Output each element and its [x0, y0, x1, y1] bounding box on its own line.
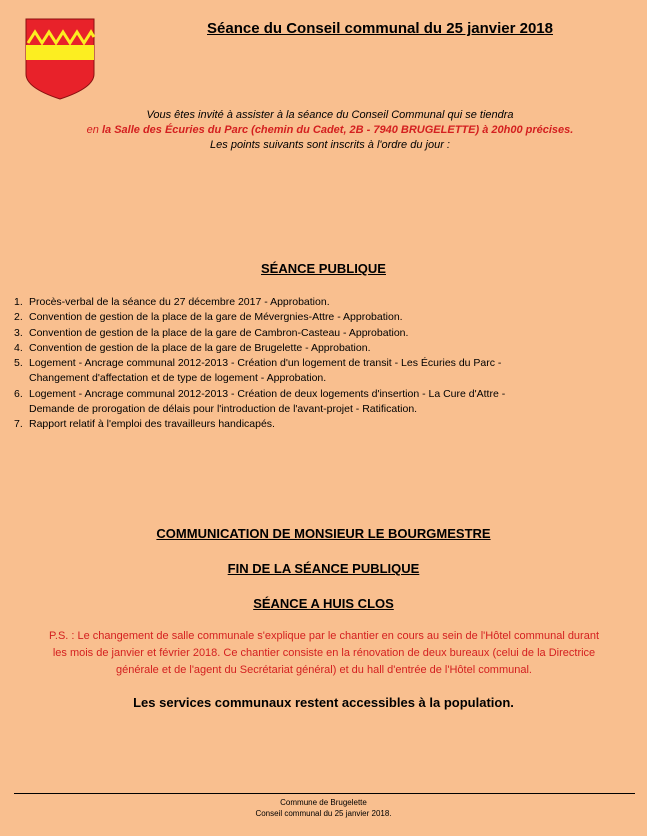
agenda-item-text: Convention de gestion de la place de la gare de Brugelette - Approbation.	[29, 341, 371, 354]
invitation-line: Les points suivants sont inscrits à l'ordre du jour :	[210, 139, 450, 151]
agenda-item	[14, 295, 634, 310]
agenda-list	[14, 295, 634, 433]
ps-note-line: les mois de janvier et février 2018. Ce chantier consiste en la rénovation de deux bureaux (celui de la Directrice	[52, 647, 596, 659]
agenda-item	[14, 417, 634, 432]
communication-heading: COMMUNICATION DE MONSIEUR LE BOURGMESTRE	[156, 526, 491, 541]
agenda-item-text: Convention de gestion de la place de la gare de Cambron-Casteau - Approbation.	[29, 326, 409, 339]
ps-note-line: P.S. : Le changement de salle communale s'explique par le chantier en cours au sein de l'Hôtel communal durant	[48, 630, 600, 642]
invitation-text	[40, 108, 620, 153]
agenda-item-number: 2.	[14, 311, 23, 324]
agenda-item-text: Logement - Ancrage communal 2012-2013 - Création de deux logements d'insertion - La Cure d'Attre -	[29, 387, 506, 400]
footer-line: Conseil communal du 25 janvier 2018.	[255, 809, 392, 818]
agenda-item	[14, 387, 634, 418]
agenda-item-number: 4.	[14, 341, 23, 354]
meeting-location: la Salle des Écuries du Parc (chemin du Cadet, 2B - 7940 BRUGELETTE) à 20h00 précises.	[101, 124, 574, 136]
invitation-line: Vous êtes invité à assister à la séance du Conseil Communal qui se tiendra	[146, 109, 514, 121]
agenda-item-number: 3.	[14, 326, 23, 339]
page-title: Séance du Conseil communal du 25 janvier 2018	[207, 20, 553, 37]
agenda-item	[14, 341, 634, 356]
agenda-item	[14, 310, 634, 325]
agenda-item-text: Rapport relatif à l'emploi des travailleurs handicapés.	[29, 418, 275, 431]
invitation-location-line	[40, 123, 620, 138]
agenda-item-number: 6.	[14, 387, 23, 400]
agenda-item-text: Procès-verbal de la séance du 27 décembre 2017 - Approbation.	[29, 296, 330, 308]
coat-of-arms-icon	[24, 18, 96, 100]
ps-note-line: générale et de l'agent du Secrétariat général) et du hall d'entrée de l'Hôtel communal.	[115, 664, 532, 676]
agenda-item-text: Changement d'affectation et de type de logement - Approbation.	[29, 372, 327, 385]
agenda-item-text: Demande de prorogation de délais pour l'introduction de l'avant-projet - Ratification.	[29, 403, 418, 416]
footer-divider	[14, 793, 635, 794]
end-public-session-heading: FIN DE LA SÉANCE PUBLIQUE	[227, 561, 420, 576]
closed-session-heading: SÉANCE A HUIS CLOS	[253, 596, 394, 611]
agenda-item	[14, 356, 634, 387]
agenda-item	[14, 326, 634, 341]
agenda-item-text: Logement - Ancrage communal 2012-2013 - Création d'un logement de transit - Les Écuries du Parc -	[29, 357, 502, 370]
invitation-prefix: en	[86, 124, 102, 136]
footer	[0, 797, 647, 819]
agenda-item-number: 7.	[14, 418, 23, 431]
ps-note	[18, 628, 630, 679]
footer-line: Commune de Brugelette	[280, 798, 367, 807]
services-notice: Les services communaux restent accessibles à la population.	[133, 695, 514, 710]
agenda-item-text: Convention de gestion de la place de la gare de Mévergnies-Attre - Approbation.	[29, 311, 403, 324]
agenda-item-number: 5.	[14, 357, 23, 370]
agenda-item-number: 1.	[14, 296, 23, 308]
public-session-heading: SÉANCE PUBLIQUE	[261, 261, 386, 276]
